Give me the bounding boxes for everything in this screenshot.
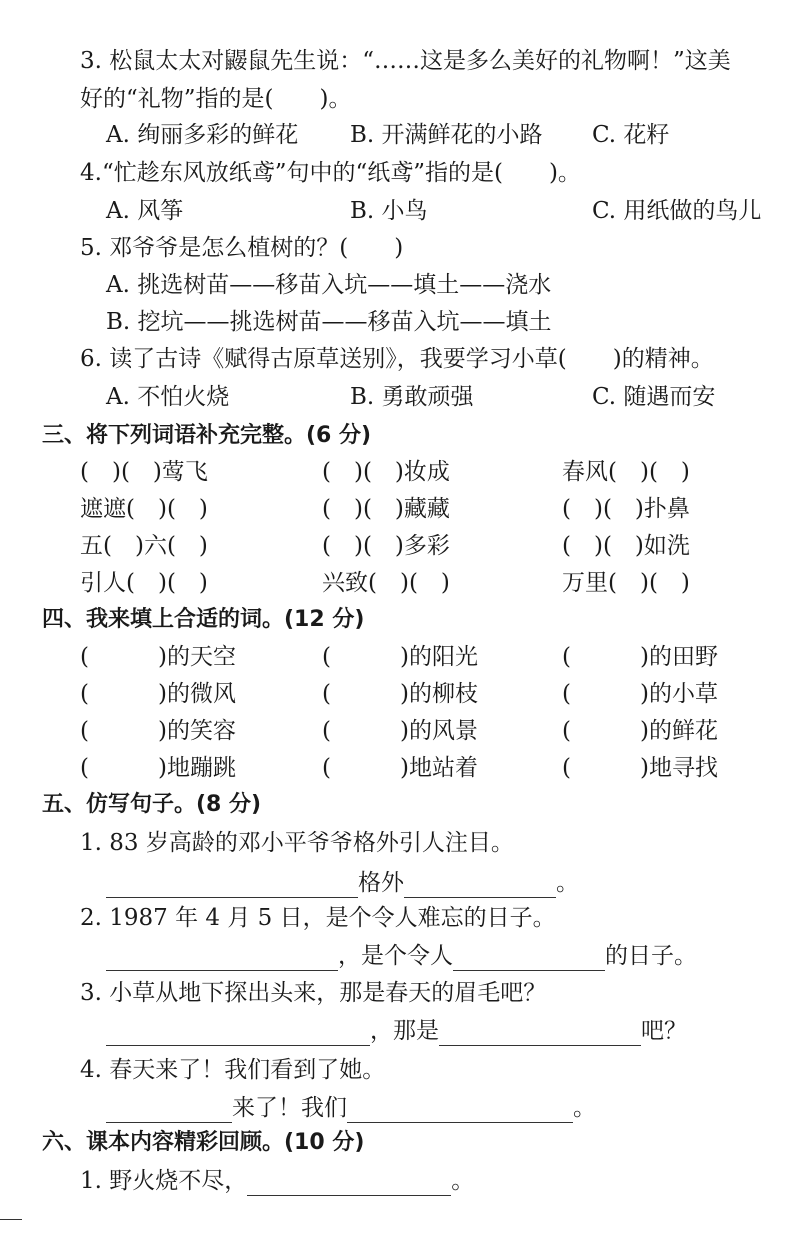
sentence-4-answer [106,1093,596,1123]
question-6-text: 6. 读了古诗《赋得古原草送别》，我要学习小草( )的精神。 [80,346,714,372]
answer-blank[interactable] [439,1021,641,1046]
idiom-item: 遮遮( )( ) [80,496,208,522]
sentence-3-answer [106,1016,687,1046]
answer-blank[interactable] [106,1098,232,1123]
idiom-item: 五( )六( ) [80,533,208,559]
idiom-item: ( )( )藏藏 [322,496,450,522]
fill-word-item: ( )地寻找 [562,755,718,781]
question-3-text-cont: 好的“礼物”指的是( )。 [80,86,352,112]
fill-word-item: ( )的柳枝 [322,681,478,707]
sentence-1-end: 。 [556,870,579,896]
idiom-item: 春风( )( ) [562,459,690,485]
answer-blank[interactable] [404,873,556,898]
option-b: B. 挖坑——挑选树苗——移苗入坑——填土 [106,309,552,335]
fill-word-item: ( )的天空 [80,644,236,670]
sentence-4-prompt: 4. 春天来了！我们看到了她。 [80,1057,386,1083]
answer-blank[interactable] [106,1021,370,1046]
sentence-2-prompt: 2. 1987 年 4 月 5 日，是个令人难忘的日子。 [80,905,556,931]
fill-word-item: ( )的阳光 [322,644,478,670]
sentence-3-mid: ，那是 [370,1018,439,1044]
sentence-2-end: 的日子。 [605,943,697,969]
fill-word-item: ( )的鲜花 [562,718,718,744]
sentence-3-end: 吧？ [641,1018,687,1044]
idiom-item: ( )( )莺飞 [80,459,208,485]
option-b: B. 小鸟 [350,198,428,224]
idiom-item: 兴致( )( ) [322,570,450,596]
fill-word-item: ( )的风景 [322,718,478,744]
idiom-item: 引人( )( ) [80,570,208,596]
fill-word-item: ( )的微风 [80,681,236,707]
fill-word-item: ( )的小草 [562,681,718,707]
section-4-title: 四、我来填上合适的词。(12 分) [42,607,365,632]
idiom-item: ( )( )妆成 [322,459,450,485]
option-c: C. 花籽 [592,122,670,148]
sentence-1-mid: 格外 [358,870,404,896]
answer-blank[interactable] [247,1171,451,1196]
option-a: A. 挑选树苗——移苗入坑——填土——浇水 [106,272,552,298]
section-3-title: 三、将下列词语补充完整。(6 分) [42,423,372,448]
recall-1 [80,1166,474,1196]
idiom-item: 万里( )( ) [562,570,690,596]
sentence-4-end: 。 [573,1095,596,1121]
section-6-title: 六、课本内容精彩回顾。(10 分) [42,1130,365,1155]
option-a: A. 绚丽多彩的鲜花 [106,122,299,148]
sentence-1-answer [106,868,579,898]
idiom-item: ( )( )扑鼻 [562,496,690,522]
sentence-2-answer [106,941,697,971]
page-edge-mark [0,1219,22,1220]
answer-blank[interactable] [453,946,605,971]
question-3-text: 3. 松鼠太太对鼹鼠先生说：“……这是多么美好的礼物啊！”这美 [80,48,731,74]
fill-word-item: ( )的田野 [562,644,718,670]
option-b: B. 勇敢顽强 [350,384,474,410]
section-5-title: 五、仿写句子。(8 分) [42,792,262,817]
fill-word-item: ( )的笑容 [80,718,236,744]
option-b: B. 开满鲜花的小路 [350,122,543,148]
option-a: A. 风筝 [106,198,184,224]
sentence-2-mid: ，是个令人 [338,943,453,969]
recall-1-end: 。 [451,1168,475,1194]
idiom-item: ( )( )如洗 [562,533,690,559]
sentence-3-prompt: 3. 小草从地下探出头来，那是春天的眉毛吧？ [80,980,547,1006]
answer-blank[interactable] [106,946,338,971]
answer-blank[interactable] [106,873,358,898]
fill-word-item: ( )地站着 [322,755,478,781]
answer-blank[interactable] [347,1098,573,1123]
recall-1-prompt: 1. 野火烧不尽， [80,1168,248,1194]
idiom-item: ( )( )多彩 [322,533,450,559]
option-a: A. 不怕火烧 [106,384,230,410]
question-5-text: 5. 邓爷爷是怎么植树的？( ) [80,235,404,261]
option-c: C. 用纸做的鸟儿 [592,198,762,224]
sentence-4-mid: 来了！我们 [232,1095,347,1121]
option-c: C. 随遇而安 [592,384,716,410]
question-4-text: 4.“忙趁东风放纸鸢”句中的“纸鸢”指的是( )。 [80,160,581,186]
sentence-1-prompt: 1. 83 岁高龄的邓小平爷爷格外引人注目。 [80,830,514,856]
fill-word-item: ( )地蹦跳 [80,755,236,781]
